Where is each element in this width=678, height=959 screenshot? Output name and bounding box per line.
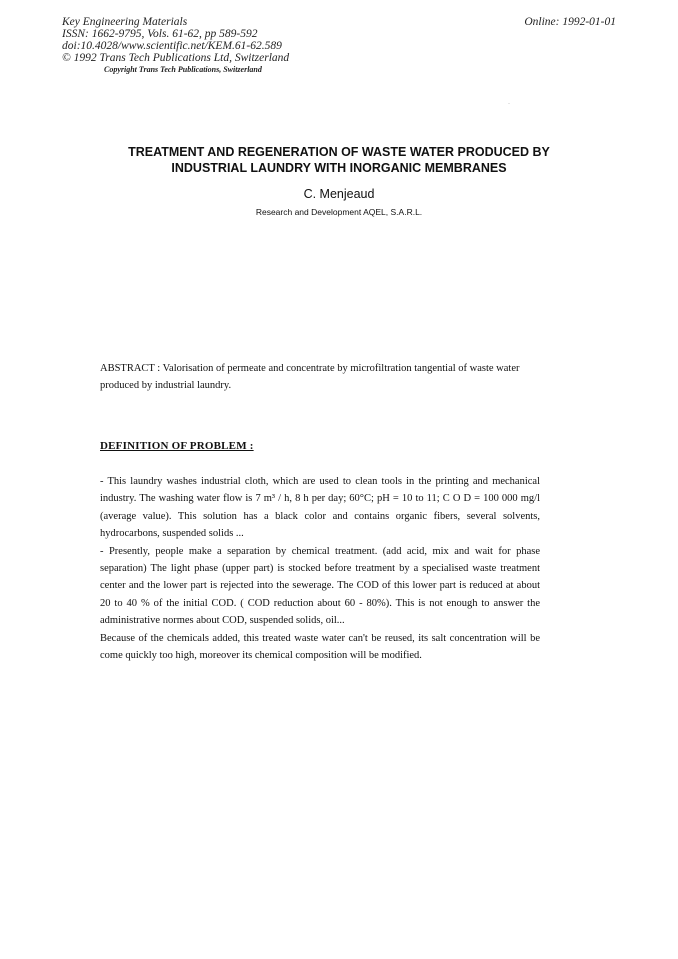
paragraph-2: - Presently, people make a separation by chemical treatment. (add acid, mix and wait for phase separation) The light phase (upper part) is stocked before treatment by a specialised waste treatment center and the lower part is rejected into the sewerage. The COD of this lower part is reduced at about 20 to 40 % of the initial COD. ( COD reduction about 60 - 80%). This is not enough to answer the administrative normes about COD, suspended solids, oil... <box>100 545 540 627</box>
scan-speck <box>508 103 510 104</box>
section-heading: DEFINITION OF PROBLEM : <box>100 440 254 452</box>
title-line-2: INDUSTRIAL LAUNDRY WITH INORGANIC MEMBRANES <box>171 161 507 175</box>
paragraph-3: Because of the chemicals added, this treated waste water can't be reused, its salt concentration will be come quickly too high, moreover its chemical composition will be modified. <box>100 632 540 662</box>
paragraph-1: - This laundry washes industrial cloth, which are used to clean tools in the printing and mechanical industry. The washing water flow is 7 m³ / h, 8 h per day; 60°C; pH = 10 to 11; C O D = 100 000 mg/l (average value). This solution has a black color and contains organic fibers, several solvents, hydrocarbons, suspended solids ... <box>100 476 540 540</box>
journal-name: Key Engineering Materials <box>62 16 188 28</box>
copyright-small: Copyright Trans Tech Publications, Switzerland <box>104 65 262 74</box>
publication-header <box>62 16 289 75</box>
section-body <box>100 473 540 664</box>
doi-line: doi:10.4028/www.scientific.net/KEM.61-62.589 <box>62 40 282 52</box>
online-date: Online: 1992-01-01 <box>524 16 616 28</box>
issn-line: ISSN: 1662-9795, Vols. 61-62, pp 589-592 <box>62 28 258 40</box>
copyright-line: © 1992 Trans Tech Publications Ltd, Switzerland <box>62 52 290 64</box>
paper-title <box>80 144 598 176</box>
title-line-1: TREATMENT AND REGENERATION OF WASTE WATER PRODUCED BY <box>128 145 550 159</box>
affiliation: Research and Development AQEL, S.A.R.L. <box>255 207 423 217</box>
author-name: C. Menjeaud <box>303 187 375 201</box>
abstract-text: ABSTRACT : Valorisation of permeate and concentrate by microfiltration tangential of waste water produced by industrial laundry. <box>100 363 520 391</box>
